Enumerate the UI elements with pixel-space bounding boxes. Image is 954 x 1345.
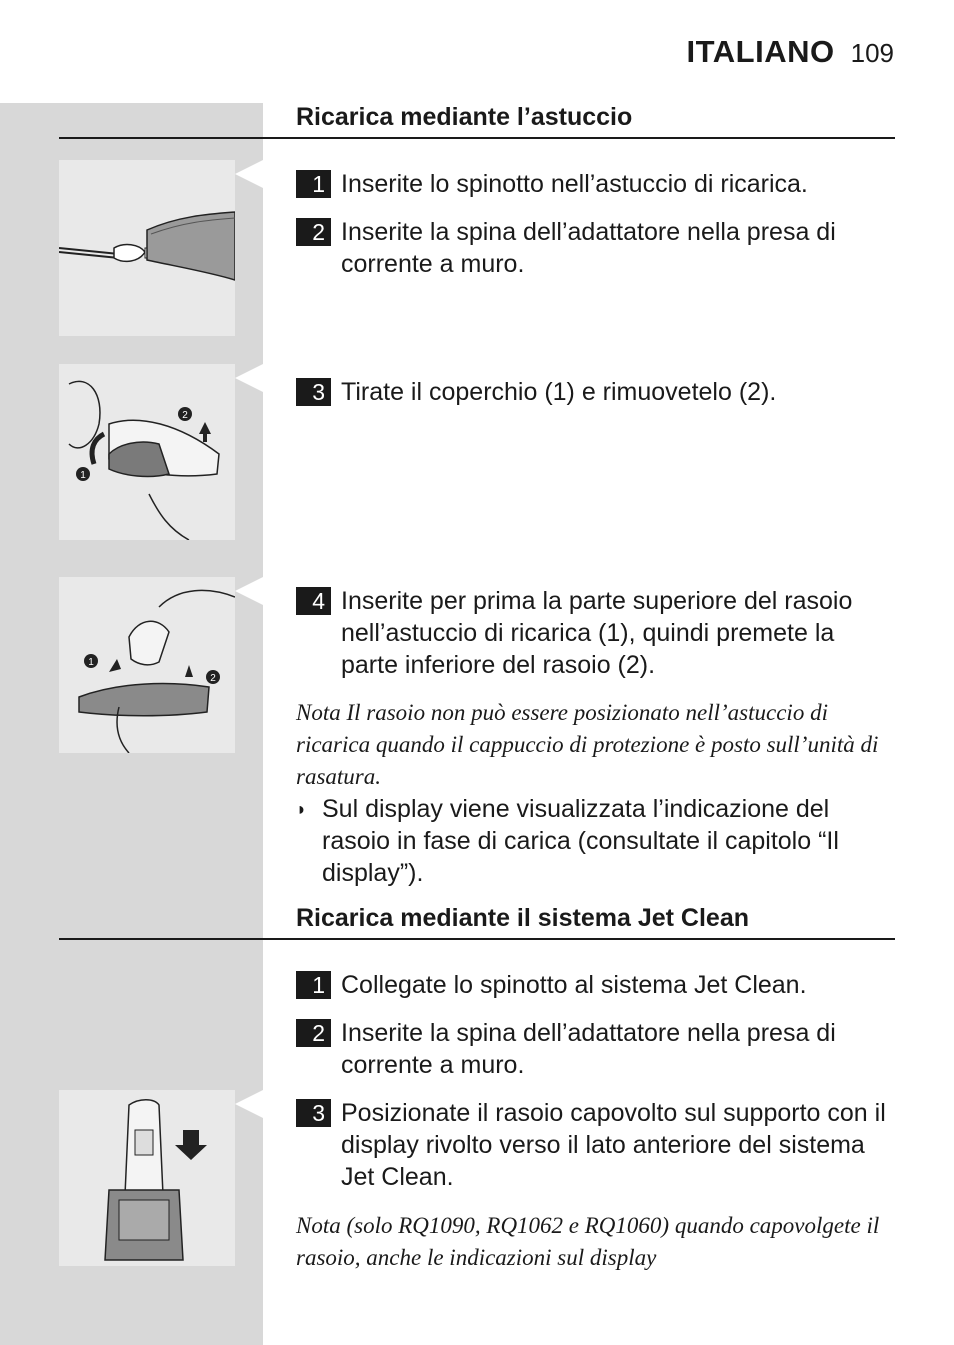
step-3 <box>296 1097 896 1193</box>
step-number: 1 <box>296 971 331 999</box>
step-number: 1 <box>296 170 331 198</box>
bullet-text: Sul display viene visualizzata l’indicazione del rasoio in fase di carica (consultate il capitolo “Il display”). <box>322 795 839 887</box>
language-title: ITALIANO <box>686 34 835 69</box>
shaver-in-jet-clean-illustration <box>59 1090 235 1266</box>
note-text: Nota (solo RQ1090, RQ1062 e RQ1060) quando capovolgete il rasoio, anche le indicazioni sul display <box>296 1213 880 1270</box>
step-2 <box>296 216 896 280</box>
section-title-jet-clean-charging: Ricarica mediante il sistema Jet Clean <box>296 904 749 932</box>
plug-into-case-illustration <box>59 160 235 336</box>
remove-cover-illustration <box>59 364 235 540</box>
step-text: Tirate il coperchio (1) e rimuovetelo (2). <box>341 378 777 406</box>
step-number: 2 <box>296 1019 331 1047</box>
step-number: 3 <box>296 1099 331 1127</box>
step-text: Inserite per prima la parte superiore del rasoio nell’astuccio di ricarica (1), quindi premete la parte inferiore del rasoio (2). <box>341 587 853 679</box>
step-3 <box>296 376 896 408</box>
cover-drawing <box>59 364 235 540</box>
step-1 <box>296 969 896 1001</box>
callout-1: 1 <box>88 657 94 668</box>
step-text: Posizionate il rasoio capovolto sul supporto con il display rivolto verso il lato anteriore del sistema Jet Clean. <box>341 1099 886 1191</box>
step-text: Inserite lo spinotto nell’astuccio di ricarica. <box>341 170 808 198</box>
page-header <box>687 34 894 70</box>
step-text: Inserite la spina dell’adattatore nella presa di corrente a muro. <box>341 1019 836 1079</box>
section-rule <box>59 938 895 940</box>
section-title-case-charging: Ricarica mediante l’astuccio <box>296 103 633 131</box>
callout-1: 1 <box>80 470 86 481</box>
step-text: Collegate lo spinotto al sistema Jet Clean. <box>341 971 807 999</box>
step-number: 2 <box>296 218 331 246</box>
figure-pointer <box>235 577 263 605</box>
jet-clean-drawing <box>59 1090 235 1266</box>
step-number: 3 <box>296 378 331 406</box>
page-number: 109 <box>850 38 894 68</box>
step-1 <box>296 168 896 200</box>
figure-pointer <box>235 1090 263 1118</box>
bullet-arrow-icon: ◗ <box>296 799 307 819</box>
callout-2: 2 <box>210 673 216 684</box>
note-text: Nota Il rasoio non può essere posizionato nell’astuccio di ricarica quando il cappuccio di protezione è posto sull’unità di rasatura. <box>296 700 879 789</box>
step-text: Inserite la spina dell’adattatore nella presa di corrente a muro. <box>341 218 836 278</box>
section-rule <box>59 137 895 139</box>
callout-2: 2 <box>182 410 188 421</box>
step-number: 4 <box>296 587 331 615</box>
insert-shaver-in-case-illustration <box>59 577 235 753</box>
bullet-item <box>296 793 896 889</box>
step-4 <box>296 585 896 681</box>
insert-drawing <box>59 577 235 753</box>
figure-pointer <box>235 364 263 392</box>
figure-pointer <box>235 160 263 188</box>
plug-drawing <box>59 160 235 336</box>
step-2 <box>296 1017 896 1081</box>
